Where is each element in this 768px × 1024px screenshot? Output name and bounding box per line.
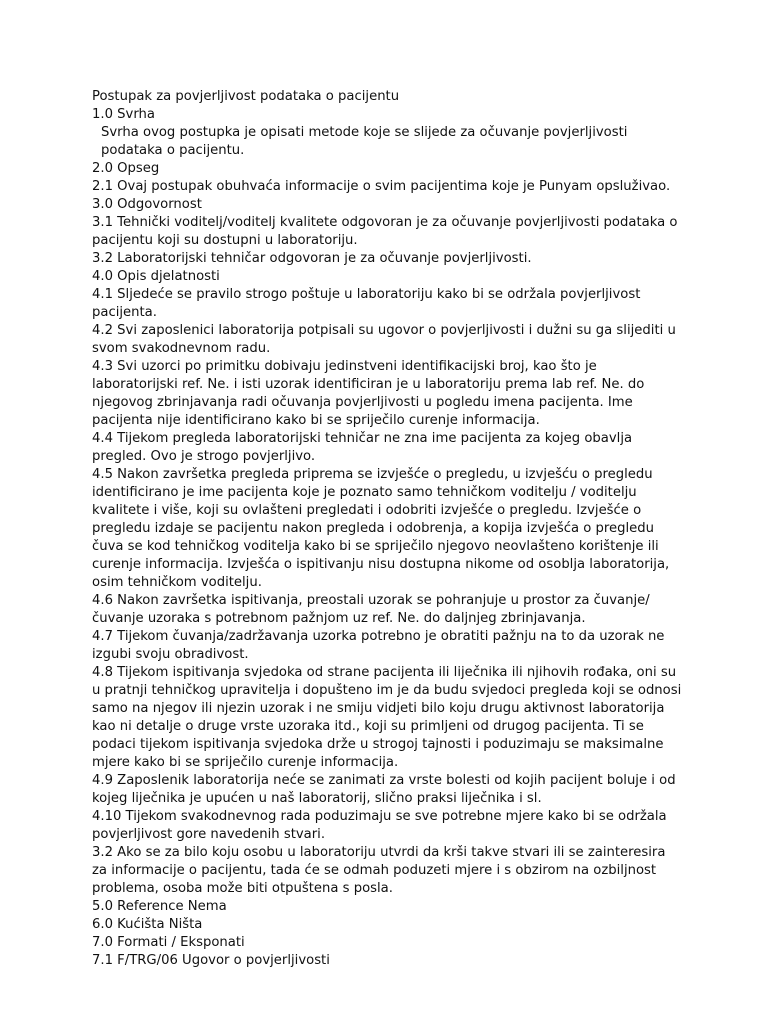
paragraph: 4.2 Svi zaposlenici laboratorija potpisali su ugovor o povjerljivosti i dužni su ga slijediti u svom svakodnevnom radu. <box>92 323 676 356</box>
section-heading: 2.0 Opseg <box>92 161 160 176</box>
document-page <box>92 88 682 970</box>
paragraph: 3.1 Tehnički voditelj/voditelj kvalitete odgovoran je za očuvanje povjerljivosti podataka o pacijentu koji su dostupni u laboratoriju. <box>92 215 678 248</box>
paragraph: 2.1 Ovaj postupak obuhvaća informacije o svim pacijentima koje je Punyam opsluživao. <box>92 179 671 194</box>
section-heading: 6.0 Kućišta Ništa <box>92 917 203 932</box>
paragraph: 4.6 Nakon završetka ispitivanja, preostali uzorak se pohranjuje u prostor za čuvanje/čuvanje uzoraka s potrebnom pažnjom uz ref. Ne. do daljnjeg zbrinjavanja. <box>92 593 650 626</box>
paragraph: 4.4 Tijekom pregleda laboratorijski tehničar ne zna ime pacijenta za kojeg obavlja pregled. Ovo je strogo povjerljivo. <box>92 431 633 464</box>
section-heading: 4.0 Opis djelatnosti <box>92 269 220 284</box>
paragraph: 3.2 Ako se za bilo koju osobu u laboratoriju utvrdi da krši takve stvari ili se zainteresira za informacije o pacijentu, tada će se odmah poduzeti mjere i s obzirom na ozbiljnost problema, osoba može biti otpuštena s posla. <box>92 845 666 896</box>
paragraph: Svrha ovog postupka je opisati metode koje se slijede za očuvanje povjerljivosti podataka o pacijentu. <box>101 125 628 158</box>
paragraph: 4.7 Tijekom čuvanja/zadržavanja uzorka potrebno je obratiti pažnju na to da uzorak ne izgubi svoju obradivost. <box>92 629 665 662</box>
paragraph: 4.3 Svi uzorci po primitku dobivaju jedinstveni identifikacijski broj, kao što je laboratorijski ref. Ne. i isti uzorak identificiran je u laboratoriju prema lab ref. Ne. do njegovog zbrinjavanja radi očuvanja povjerljivosti u pogledu imena pacijenta. Ime pacijenta nije identificirano kako bi se spriječilo curenje informacija. <box>92 359 645 428</box>
paragraph: 3.2 Laboratorijski tehničar odgovoran je za očuvanje povjerljivosti. <box>92 251 532 266</box>
paragraph: 7.1 F/TRG/06 Ugovor o povjerljivosti <box>92 953 330 968</box>
document-title: Postupak za povjerljivost podataka o pacijentu <box>92 89 400 104</box>
section-heading: 3.0 Odgovornost <box>92 197 202 212</box>
paragraph: 4.10 Tijekom svakodnevnog rada poduzimaju se sve potrebne mjere kako bi se održala povjerljivost gore navedenih stvari. <box>92 809 667 842</box>
paragraph: 4.1 Sljedeće se pravilo strogo poštuje u laboratoriju kako bi se održala povjerljivost pacijenta. <box>92 287 641 320</box>
paragraph: 4.5 Nakon završetka pregleda priprema se izvješće o pregledu, u izvješću o pregledu identificirano je ime pacijenta koje je poznato samo tehničkom voditelju / voditelju kvalitete i više, koji su ovlašteni pregledati i odobriti izvješće o pregledu. Izvješće o pregledu izdaje se pacijentu nakon pregleda i odobrenja, a kopija izvješća o pregledu čuva se kod tehničkog voditelja kako bi se spriječilo njegovo neovlašteno korištenje ili curenje informacija. Izvješća o ispitivanju nisu dostupna nikome od osoblja laboratorija, osim tehničkom voditelju. <box>92 467 670 590</box>
section-heading: 7.0 Formati / Eksponati <box>92 935 245 950</box>
section-heading: 5.0 Reference Nema <box>92 899 227 914</box>
paragraph: 4.8 Tijekom ispitivanja svjedoka od strane pacijenta ili liječnika ili njihovih rođaka, oni su u pratnji tehničkog upravitelja i dopušteno im je da budu svjedoci pregleda koji se odnosi samo na njegov ili njezin uzorak i ne smiju vidjeti bilo koju drugu aktivnost laboratorija kao ni detalje o druge vrste uzoraka itd., koji su primljeni od drugog pacijenta. Ti se podaci tijekom ispitivanja svjedoka drže u strogoj tajnosti i poduzimaju se maksimalne mjere kako bi se spriječilo curenje informacija. <box>92 665 682 770</box>
paragraph: 4.9 Zaposlenik laboratorija neće se zanimati za vrste bolesti od kojih pacijent boluje i od kojeg liječnika je upućen u naš laboratorij, slično praksi liječnika i sl. <box>92 773 676 806</box>
section-heading: 1.0 Svrha <box>92 107 155 122</box>
